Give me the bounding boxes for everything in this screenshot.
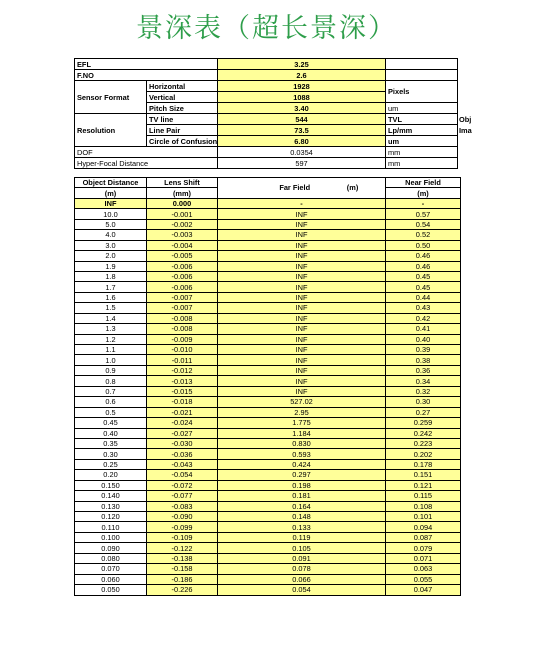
cell-far-field: INF bbox=[218, 292, 386, 302]
table-row bbox=[75, 271, 461, 281]
cell-lens-shift: -0.018 bbox=[147, 397, 218, 407]
fno-label: F.NO bbox=[75, 70, 218, 81]
cell-object-distance: 1.2 bbox=[75, 334, 147, 344]
resolution-label: Resolution bbox=[75, 114, 147, 147]
cell-near-field: 0.259 bbox=[386, 418, 461, 428]
cell-near-field: - bbox=[386, 198, 461, 208]
table-row bbox=[75, 438, 461, 448]
table-row bbox=[75, 480, 461, 490]
pixels-unit: Pixels bbox=[386, 81, 458, 103]
coc-unit: um bbox=[386, 136, 458, 147]
cell-near-field: 0.063 bbox=[386, 564, 461, 574]
cell-far-field: INF bbox=[218, 334, 386, 344]
cell-lens-shift: -0.011 bbox=[147, 355, 218, 365]
table-row bbox=[75, 532, 461, 542]
cell-object-distance: 0.080 bbox=[75, 553, 147, 563]
cell-object-distance: 1.6 bbox=[75, 292, 147, 302]
vertical-label: Vertical bbox=[147, 92, 218, 103]
cell-near-field: 0.223 bbox=[386, 438, 461, 448]
header-lens-shift: Lens Shift bbox=[147, 178, 218, 188]
cell-far-field: INF bbox=[218, 240, 386, 250]
line-pair-extra: Ima bbox=[459, 125, 472, 135]
cell-object-distance: 10.0 bbox=[75, 209, 147, 219]
cell-lens-shift: 0.000 bbox=[147, 198, 218, 208]
cell-far-field: 0.424 bbox=[218, 459, 386, 469]
cell-lens-shift: -0.186 bbox=[147, 574, 218, 584]
cell-near-field: 0.39 bbox=[386, 345, 461, 355]
cell-far-field: 0.054 bbox=[218, 585, 386, 595]
cell-lens-shift: -0.027 bbox=[147, 428, 218, 438]
table-row bbox=[75, 240, 461, 250]
cell-lens-shift: -0.005 bbox=[147, 251, 218, 261]
cell-near-field: 0.055 bbox=[386, 574, 461, 584]
cell-object-distance: 0.130 bbox=[75, 501, 147, 511]
efl-value: 3.25 bbox=[218, 59, 386, 70]
cell-far-field: 0.830 bbox=[218, 438, 386, 448]
cell-far-field: 0.105 bbox=[218, 543, 386, 553]
cell-near-field: 0.108 bbox=[386, 501, 461, 511]
cell-lens-shift: -0.043 bbox=[147, 459, 218, 469]
cell-far-field: 0.078 bbox=[218, 564, 386, 574]
header-far-field-unit: (m) bbox=[346, 183, 359, 193]
cell-near-field: 0.087 bbox=[386, 532, 461, 542]
cell-object-distance: 1.3 bbox=[75, 324, 147, 334]
cell-lens-shift: -0.013 bbox=[147, 376, 218, 386]
cell-far-field: 0.593 bbox=[218, 449, 386, 459]
cell-far-field: INF bbox=[218, 303, 386, 313]
cell-object-distance: 0.45 bbox=[75, 418, 147, 428]
cell-near-field: 0.32 bbox=[386, 386, 461, 396]
cell-lens-shift: -0.226 bbox=[147, 585, 218, 595]
cell-near-field: 0.242 bbox=[386, 428, 461, 438]
cell-object-distance: 1.7 bbox=[75, 282, 147, 292]
cell-object-distance: 1.9 bbox=[75, 261, 147, 271]
cell-lens-shift: -0.010 bbox=[147, 345, 218, 355]
cell-far-field: INF bbox=[218, 345, 386, 355]
dof-label: DOF bbox=[75, 147, 218, 158]
cell-near-field: 0.46 bbox=[386, 251, 461, 261]
cell-object-distance: 0.070 bbox=[75, 564, 147, 574]
cell-lens-shift: -0.009 bbox=[147, 334, 218, 344]
cell-lens-shift: -0.002 bbox=[147, 219, 218, 229]
cell-near-field: 0.047 bbox=[386, 585, 461, 595]
cell-object-distance: 0.090 bbox=[75, 543, 147, 553]
table-row bbox=[75, 209, 461, 219]
dof-table bbox=[74, 177, 461, 596]
tv-line-label: TV line bbox=[147, 114, 218, 125]
table-row bbox=[75, 292, 461, 302]
table-row bbox=[75, 553, 461, 563]
cell-near-field: 0.101 bbox=[386, 512, 461, 522]
table-row bbox=[75, 345, 461, 355]
cell-far-field: INF bbox=[218, 376, 386, 386]
cell-far-field: INF bbox=[218, 324, 386, 334]
cell-object-distance: 0.20 bbox=[75, 470, 147, 480]
table-row bbox=[75, 386, 461, 396]
cell-far-field: INF bbox=[218, 219, 386, 229]
cell-object-distance: 0.9 bbox=[75, 365, 147, 375]
horizontal-value: 1928 bbox=[218, 81, 386, 92]
cell-near-field: 0.44 bbox=[386, 292, 461, 302]
tv-line-extra: Obj bbox=[459, 114, 472, 124]
header-far-field-label: Far Field bbox=[279, 183, 311, 193]
cell-far-field: INF bbox=[218, 365, 386, 375]
cell-lens-shift: -0.072 bbox=[147, 480, 218, 490]
cell-object-distance: 0.5 bbox=[75, 407, 147, 417]
table-row bbox=[75, 251, 461, 261]
cell-near-field: 0.079 bbox=[386, 543, 461, 553]
cell-lens-shift: -0.008 bbox=[147, 324, 218, 334]
cell-lens-shift: -0.012 bbox=[147, 365, 218, 375]
header-far-field bbox=[218, 178, 386, 199]
cell-lens-shift: -0.007 bbox=[147, 292, 218, 302]
cell-object-distance: 3.0 bbox=[75, 240, 147, 250]
sensor-format-label: Sensor Format bbox=[75, 81, 147, 114]
cell-lens-shift: -0.109 bbox=[147, 532, 218, 542]
pitch-value: 3.40 bbox=[218, 103, 386, 114]
cell-object-distance: 0.30 bbox=[75, 449, 147, 459]
cell-object-distance: INF bbox=[75, 198, 147, 208]
cell-lens-shift: -0.004 bbox=[147, 240, 218, 250]
header-near-field-unit: (m) bbox=[386, 188, 461, 198]
hyperfocal-value: 597 bbox=[218, 158, 386, 169]
cell-object-distance: 1.8 bbox=[75, 271, 147, 281]
cell-lens-shift: -0.021 bbox=[147, 407, 218, 417]
cell-far-field: 0.119 bbox=[218, 532, 386, 542]
cell-near-field: 0.45 bbox=[386, 271, 461, 281]
tv-line-value: 544 bbox=[218, 114, 386, 125]
cell-far-field: 2.95 bbox=[218, 407, 386, 417]
cell-far-field: INF bbox=[218, 386, 386, 396]
table-row bbox=[75, 459, 461, 469]
cell-lens-shift: -0.077 bbox=[147, 491, 218, 501]
table-row bbox=[75, 355, 461, 365]
cell-lens-shift: -0.036 bbox=[147, 449, 218, 459]
cell-far-field: INF bbox=[218, 209, 386, 219]
cell-far-field: 0.297 bbox=[218, 470, 386, 480]
table-row bbox=[75, 313, 461, 323]
cell-near-field: 0.34 bbox=[386, 376, 461, 386]
table-row bbox=[75, 407, 461, 417]
cell-lens-shift: -0.015 bbox=[147, 386, 218, 396]
dof-value: 0.0354 bbox=[218, 147, 386, 158]
table-row bbox=[75, 428, 461, 438]
cell-far-field: INF bbox=[218, 271, 386, 281]
table-row bbox=[75, 376, 461, 386]
pitch-label: Pitch Size bbox=[147, 103, 218, 114]
cell-far-field: 0.148 bbox=[218, 512, 386, 522]
vertical-value: 1088 bbox=[218, 92, 386, 103]
table-row bbox=[75, 324, 461, 334]
cell-near-field: 0.40 bbox=[386, 334, 461, 344]
table-row bbox=[75, 230, 461, 240]
coc-label: Circle of Confusion bbox=[147, 136, 218, 147]
cell-far-field: 0.133 bbox=[218, 522, 386, 532]
cell-near-field: 0.071 bbox=[386, 553, 461, 563]
cell-near-field: 0.121 bbox=[386, 480, 461, 490]
cell-lens-shift: -0.007 bbox=[147, 303, 218, 313]
cell-lens-shift: -0.138 bbox=[147, 553, 218, 563]
cell-object-distance: 0.35 bbox=[75, 438, 147, 448]
cell-near-field: 0.115 bbox=[386, 491, 461, 501]
cell-far-field: 0.164 bbox=[218, 501, 386, 511]
cell-far-field: INF bbox=[218, 230, 386, 240]
coc-value: 6.80 bbox=[218, 136, 386, 147]
cell-object-distance: 0.7 bbox=[75, 386, 147, 396]
cell-near-field: 0.50 bbox=[386, 240, 461, 250]
cell-far-field: 1.184 bbox=[218, 428, 386, 438]
table-row bbox=[75, 334, 461, 344]
cell-near-field: 0.43 bbox=[386, 303, 461, 313]
table-row bbox=[75, 491, 461, 501]
cell-near-field: 0.45 bbox=[386, 282, 461, 292]
table-row bbox=[75, 449, 461, 459]
header-object-distance: Object Distance bbox=[75, 178, 147, 188]
header-lens-shift-unit: (mm) bbox=[147, 188, 218, 198]
cell-object-distance: 0.050 bbox=[75, 585, 147, 595]
cell-far-field: - bbox=[218, 198, 386, 208]
cell-object-distance: 0.110 bbox=[75, 522, 147, 532]
header-near-field: Near Field bbox=[386, 178, 461, 188]
cell-object-distance: 1.4 bbox=[75, 313, 147, 323]
cell-object-distance: 0.6 bbox=[75, 397, 147, 407]
pitch-unit: um bbox=[386, 103, 458, 114]
cell-near-field: 0.42 bbox=[386, 313, 461, 323]
cell-far-field: 0.091 bbox=[218, 553, 386, 563]
cell-near-field: 0.178 bbox=[386, 459, 461, 469]
table-row bbox=[75, 303, 461, 313]
cell-object-distance: 0.40 bbox=[75, 428, 147, 438]
cell-lens-shift: -0.158 bbox=[147, 564, 218, 574]
cell-near-field: 0.52 bbox=[386, 230, 461, 240]
table-row bbox=[75, 219, 461, 229]
table-row bbox=[75, 522, 461, 532]
cell-object-distance: 0.25 bbox=[75, 459, 147, 469]
cell-lens-shift: -0.122 bbox=[147, 543, 218, 553]
line-pair-label: Line Pair bbox=[147, 125, 218, 136]
cell-lens-shift: -0.006 bbox=[147, 271, 218, 281]
page-title: 景深表（超长景深） bbox=[136, 13, 397, 44]
cell-far-field: INF bbox=[218, 251, 386, 261]
cell-far-field: 0.198 bbox=[218, 480, 386, 490]
cell-near-field: 0.41 bbox=[386, 324, 461, 334]
horizontal-label: Horizontal bbox=[147, 81, 218, 92]
table-row bbox=[75, 512, 461, 522]
cell-object-distance: 1.1 bbox=[75, 345, 147, 355]
cell-object-distance: 0.8 bbox=[75, 376, 147, 386]
hyperfocal-unit: mm bbox=[386, 158, 458, 169]
cell-near-field: 0.54 bbox=[386, 219, 461, 229]
cell-lens-shift: -0.030 bbox=[147, 438, 218, 448]
table-row bbox=[75, 282, 461, 292]
cell-far-field: INF bbox=[218, 282, 386, 292]
cell-lens-shift: -0.001 bbox=[147, 209, 218, 219]
table-row bbox=[75, 501, 461, 511]
cell-near-field: 0.38 bbox=[386, 355, 461, 365]
cell-near-field: 0.27 bbox=[386, 407, 461, 417]
cell-near-field: 0.094 bbox=[386, 522, 461, 532]
table-row bbox=[75, 418, 461, 428]
cell-far-field: 0.181 bbox=[218, 491, 386, 501]
hyperfocal-label: Hyper-Focal Distance bbox=[75, 158, 218, 169]
table-row bbox=[75, 470, 461, 480]
cell-lens-shift: -0.083 bbox=[147, 501, 218, 511]
cell-lens-shift: -0.054 bbox=[147, 470, 218, 480]
table-row bbox=[75, 543, 461, 553]
cell-object-distance: 0.060 bbox=[75, 574, 147, 584]
table-row bbox=[75, 585, 461, 595]
header-object-distance-unit: (m) bbox=[75, 188, 147, 198]
cell-far-field: 1.775 bbox=[218, 418, 386, 428]
parameters-table bbox=[74, 58, 472, 169]
cell-far-field: INF bbox=[218, 355, 386, 365]
cell-object-distance: 1.5 bbox=[75, 303, 147, 313]
cell-object-distance: 4.0 bbox=[75, 230, 147, 240]
table-row bbox=[75, 261, 461, 271]
cell-near-field: 0.36 bbox=[386, 365, 461, 375]
cell-lens-shift: -0.090 bbox=[147, 512, 218, 522]
cell-near-field: 0.57 bbox=[386, 209, 461, 219]
cell-far-field: 0.066 bbox=[218, 574, 386, 584]
dof-unit: mm bbox=[386, 147, 458, 158]
cell-object-distance: 0.120 bbox=[75, 512, 147, 522]
cell-object-distance: 0.140 bbox=[75, 491, 147, 501]
cell-object-distance: 0.100 bbox=[75, 532, 147, 542]
cell-far-field: 527.02 bbox=[218, 397, 386, 407]
table-row bbox=[75, 397, 461, 407]
cell-lens-shift: -0.008 bbox=[147, 313, 218, 323]
line-pair-unit: Lp/mm bbox=[386, 125, 458, 136]
cell-near-field: 0.151 bbox=[386, 470, 461, 480]
cell-object-distance: 1.0 bbox=[75, 355, 147, 365]
table-row-inf bbox=[75, 198, 461, 208]
efl-label: EFL bbox=[75, 59, 218, 70]
cell-far-field: INF bbox=[218, 313, 386, 323]
line-pair-value: 73.5 bbox=[218, 125, 386, 136]
cell-lens-shift: -0.006 bbox=[147, 261, 218, 271]
cell-near-field: 0.46 bbox=[386, 261, 461, 271]
cell-lens-shift: -0.003 bbox=[147, 230, 218, 240]
cell-lens-shift: -0.024 bbox=[147, 418, 218, 428]
tv-line-unit: TVL bbox=[386, 114, 458, 125]
cell-object-distance: 5.0 bbox=[75, 219, 147, 229]
cell-near-field: 0.202 bbox=[386, 449, 461, 459]
cell-near-field: 0.30 bbox=[386, 397, 461, 407]
table-row bbox=[75, 365, 461, 375]
cell-object-distance: 0.150 bbox=[75, 480, 147, 490]
table-row bbox=[75, 564, 461, 574]
cell-object-distance: 2.0 bbox=[75, 251, 147, 261]
cell-lens-shift: -0.006 bbox=[147, 282, 218, 292]
table-row bbox=[75, 574, 461, 584]
fno-value: 2.6 bbox=[218, 70, 386, 81]
cell-lens-shift: -0.099 bbox=[147, 522, 218, 532]
cell-far-field: INF bbox=[218, 261, 386, 271]
